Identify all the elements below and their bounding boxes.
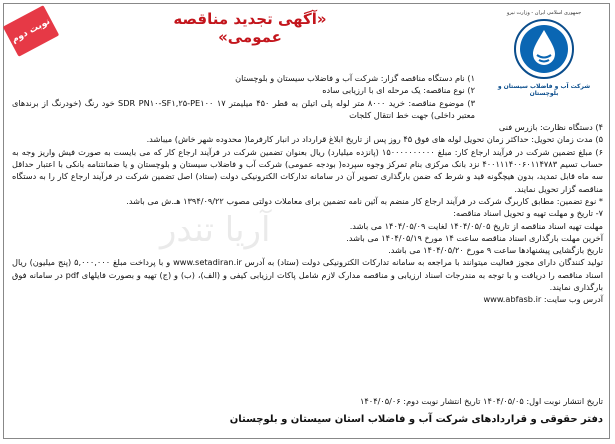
item-tender-type: ۲) نوع مناقصه: یک مرحله ای با ارزیابی ساده (322, 85, 475, 96)
item-organizer: ۱) نام دستگاه مناقصه گزار: شرکت آب و فاضلاب سیستان و بلوچستان (235, 73, 475, 83)
logo-top-text: جمهوری اسلامی ایران - وزارت نیرو (506, 10, 582, 16)
issuing-office: دفتر حقوقی و قراردادهای شرکت آب و فاضلاب استان سیستان و بلوچستان (229, 414, 603, 425)
item-guarantee-type: * نوع تضمین: مطابق کاربرگ شرکت در فرآیند ارجاع کار منضم به آئین نامه تضمین برای معاملات دولتی مصوب ۱۳۹۴/۰۹/۲۲ هـ.ش می باشد. (126, 195, 603, 206)
item-subject: ۳) موضوع مناقصه: خرید ۸۰۰۰ متر لوله پلی اتیلن به قطر ۴۵۰ میلیمتر ۱۷ SDR PN۱۰-SF۱,۲۵-PE۱۰۰ خود رنگ (خودرنگ از برندهای معتبر داخلی) جهت خط انتقال کلجات (12, 97, 475, 120)
logo-caption: شرکت آب و فاضلاب سیستان و بلوچستان (497, 83, 591, 97)
item-delivery-time: ۵) مدت زمان تحویل: حداکثر زمان تحویل لوله های فوق ۴۵ روز پس از تاریخ ابلاغ قرارداد در انبار کارفرما( محدوده شهر خاش) میباشد. (146, 134, 603, 145)
item-opening-date: تاریخ بازگشایی پیشنهادها ساعت ۹ مورخ ۱۴۰۴/۰۵/۲۰ می باشد. (388, 245, 603, 256)
item-dates-heading: ۷- تاریخ و مهلت تهیه و تحویل اسناد مناقصه: (453, 208, 603, 219)
item-guarantee: ۶) مبلغ تضمین شرکت در فرآیند ارجاع کار: مبلغ ۱۵۰۰۰۰۰۰۰۰۰۰ (پانزده میلیارد) ریال بعنوان تضمین شرکت در فرآیند ارجاع کار که می بایست به صورت فیش واریز وجه به حساب تسیم ۴۰۰۱۱۱۴۰۰۶۰۱۱۴۷۸۳ نزد بانک مرکزی بنام تمرکز وجوه سپرده( بودجه عمومی) شرکت آب و فاضلاب سیستان و بلوچستان و یا ضمانتنامه بانکی با اعتبار حداقل سه ماه قابل تمدید، بدون هیچگونه قید و شرط که ضمن بارگذاری تصویر آن در سامانه تدارکات الکترونیکی دولت (ستاد) اصل تضمین شرکت در فرآیند ارجاع کار را به دستگاه مناقصه گزار تحویل نمایند. (12, 146, 603, 194)
publish-dates: تاریخ انتشار نوبت اول: ۱۴۰۴/۰۵/۰۵ تاریخ انتشار نوبت دوم: ۱۴۰۴/۰۵/۰۶ (360, 396, 603, 406)
item-supervisor: ۴) دستگاه نظارت: بازرس فنی (498, 122, 603, 133)
notice-title: «آگهی تجدید مناقصه عمومی» (173, 10, 327, 46)
round-badge: نوبت دوم (3, 5, 60, 57)
item-upload-deadline: آخرین مهلت بارگذاری اسناد مناقصه ساعت ۱۴ مورخ ۱۴۰۴/۰۵/۱۹ می باشد. (346, 232, 603, 243)
notice-header (145, 10, 355, 46)
notice-body (12, 72, 603, 306)
watermark-text: آریا تندر (160, 210, 271, 250)
item-instructions: تولید کنندگان دارای مجوز فعالیت میتوانند با مراجعه به سامانه تدارکات الکترونیکی دولت (ستاد) به آدرس www.setadiran.ir و با پرداخت مبلغ ۵,۰۰۰,۰۰۰ (پنج میلیون) ریال اسناد مناقصه را دریافت و با توجه به مندرجات اسناد ارزیابی و مناقصه مدارک لازم شامل پاکات ارزیابی کیفی و (الف)، (ب) و (ج) تهیه و بصورت فایلهای pdf در سامانه فوق بارگذاری نمایند. (12, 257, 604, 293)
water-drop-logo-icon (513, 18, 575, 80)
item-docs-deadline: مهلت تهیه اسناد مناقصه از تاریخ ۱۴۰۴/۰۵/۰۵ لغایت ۱۴۰۴/۰۵/۰۹ می باشد. (349, 220, 603, 231)
item-website: آدرس وب سایت: www.abfasb.ir (483, 294, 603, 305)
